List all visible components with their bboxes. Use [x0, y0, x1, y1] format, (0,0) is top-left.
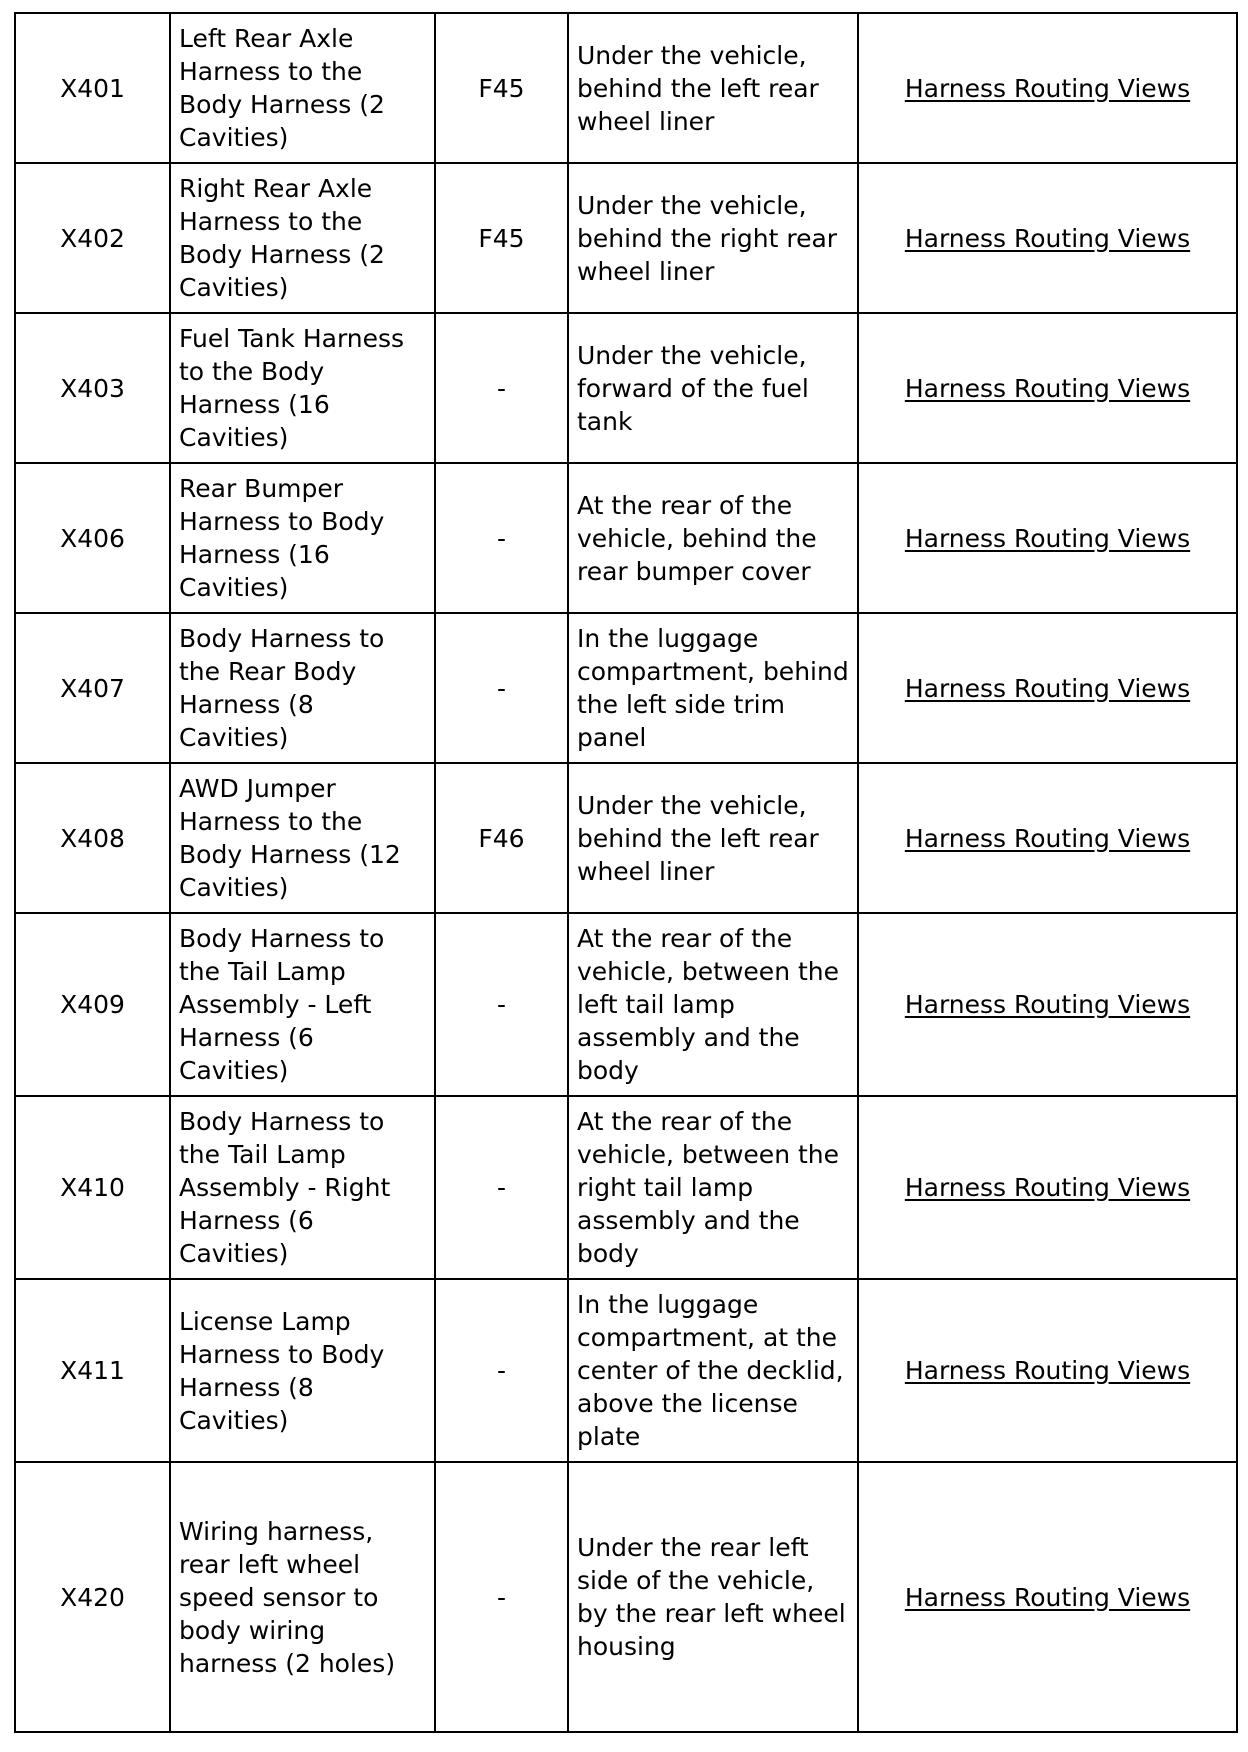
fuse-cell: F45 [435, 13, 568, 163]
harness-routing-views-link[interactable]: Harness Routing Views [904, 673, 1191, 703]
connector-id: X409 [15, 913, 170, 1096]
connector-location: At the rear of the vehicle, between the right tail lamp assembly and the body [568, 1096, 858, 1279]
table-row [15, 913, 1237, 1096]
harness-routing-views-link[interactable]: Harness Routing Views [904, 990, 1191, 1019]
harness-routing-views-link[interactable]: Harness Routing Views [904, 223, 1191, 253]
connector-id: X408 [15, 763, 170, 913]
routing-link-cell [858, 163, 1237, 313]
connector-description: License Lamp Harness to Body Harness (8 Cavities) [170, 1279, 435, 1462]
connector-id: X401 [15, 13, 170, 163]
connector-description: Right Rear Axle Harness to the Body Harness (2 Cavities) [170, 163, 435, 313]
fuse-cell: F45 [435, 163, 568, 313]
connector-description: Wiring harness, rear left wheel speed sensor to body wiring harness (2 holes) [170, 1462, 435, 1732]
routing-link-cell [858, 13, 1237, 163]
routing-link-cell [858, 313, 1237, 463]
connector-location: At the rear of the vehicle, behind the rear bumper cover [568, 463, 858, 613]
routing-link-cell [858, 1279, 1237, 1462]
connector-description: Rear Bumper Harness to Body Harness (16 Cavities) [170, 463, 435, 613]
connector-location: Under the vehicle, behind the left rear wheel liner [568, 13, 858, 163]
table-row [15, 163, 1237, 313]
routing-link-cell [858, 1096, 1237, 1279]
connector-location: Under the vehicle, behind the left rear wheel liner [568, 763, 858, 913]
routing-link-cell [858, 1462, 1237, 1732]
table-row [15, 463, 1237, 613]
connector-description: Left Rear Axle Harness to the Body Harness (2 Cavities) [170, 13, 435, 163]
table-row [15, 613, 1237, 763]
routing-link-cell [858, 763, 1237, 913]
table-row [15, 1096, 1237, 1279]
fuse-cell: - [435, 1279, 568, 1462]
connector-description: AWD Jumper Harness to the Body Harness (12 Cavities) [170, 763, 435, 913]
connector-location: At the rear of the vehicle, between the left tail lamp assembly and the body [568, 913, 858, 1096]
fuse-cell: - [435, 613, 568, 763]
harness-routing-views-link[interactable]: Harness Routing Views [904, 373, 1191, 403]
table-row [15, 1462, 1237, 1732]
connector-description: Fuel Tank Harness to the Body Harness (16 Cavities) [170, 313, 435, 463]
connector-location: Under the vehicle, forward of the fuel tank [568, 313, 858, 463]
connector-id: X420 [15, 1462, 170, 1732]
connector-table [14, 12, 1238, 1733]
connector-id: X403 [15, 313, 170, 463]
table-row [15, 313, 1237, 463]
connector-location: In the luggage compartment, behind the left side trim panel [568, 613, 858, 763]
connector-id: X402 [15, 163, 170, 313]
fuse-cell: F46 [435, 763, 568, 913]
harness-routing-views-link[interactable]: Harness Routing Views [904, 823, 1191, 853]
connector-id: X406 [15, 463, 170, 613]
table-row [15, 1279, 1237, 1462]
table-row [15, 763, 1237, 913]
fuse-cell: - [435, 313, 568, 463]
connector-id: X407 [15, 613, 170, 763]
connector-id: X411 [15, 1279, 170, 1462]
harness-routing-views-link[interactable]: Harness Routing Views [904, 1173, 1191, 1202]
table-row [15, 13, 1237, 163]
fuse-cell: - [435, 913, 568, 1096]
routing-link-cell [858, 463, 1237, 613]
harness-routing-views-link[interactable]: Harness Routing Views [904, 1582, 1191, 1612]
routing-link-cell [858, 913, 1237, 1096]
fuse-cell: - [435, 1096, 568, 1279]
connector-description: Body Harness to the Tail Lamp Assembly - Right Harness (6 Cavities) [170, 1096, 435, 1279]
fuse-cell: - [435, 463, 568, 613]
harness-routing-views-link[interactable]: Harness Routing Views [904, 1356, 1191, 1385]
fuse-cell: - [435, 1462, 568, 1732]
connector-location: Under the vehicle, behind the right rear wheel liner [568, 163, 858, 313]
connector-description: Body Harness to the Tail Lamp Assembly - Left Harness (6 Cavities) [170, 913, 435, 1096]
routing-link-cell [858, 613, 1237, 763]
harness-routing-views-link[interactable]: Harness Routing Views [904, 73, 1191, 103]
harness-routing-views-link[interactable]: Harness Routing Views [904, 523, 1191, 553]
connector-id: X410 [15, 1096, 170, 1279]
connector-description: Body Harness to the Rear Body Harness (8 Cavities) [170, 613, 435, 763]
connector-location: In the luggage compartment, at the center of the decklid, above the license plate [568, 1279, 858, 1462]
connector-location: Under the rear left side of the vehicle, by the rear left wheel housing [568, 1462, 858, 1732]
